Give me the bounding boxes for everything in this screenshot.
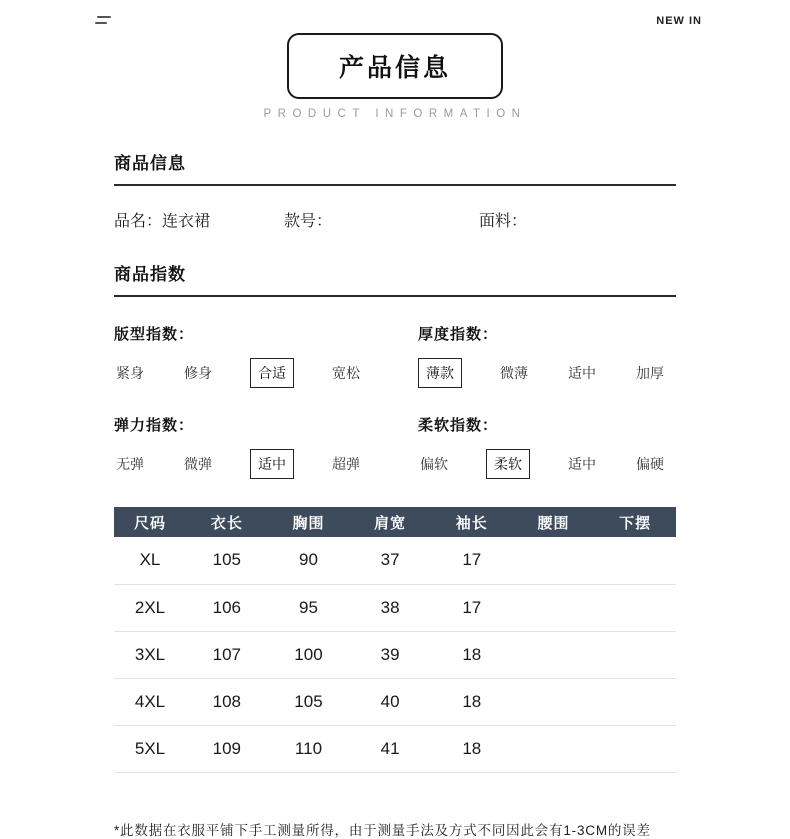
field-label: 款号：: [284, 213, 333, 230]
table-row: [114, 631, 676, 678]
option: 柔软: [486, 449, 530, 479]
field-value: 连衣裙: [162, 213, 211, 230]
table-cell: 108: [186, 678, 268, 725]
table-cell: XL: [114, 537, 186, 584]
options-row: [418, 358, 666, 388]
table-cell: 39: [349, 631, 431, 678]
table-cell: 106: [186, 584, 268, 631]
option-group-softness: [418, 414, 674, 479]
table-cell: [513, 725, 595, 772]
option: 适中: [568, 365, 596, 381]
table-row: [114, 537, 676, 584]
title-bubble: [287, 33, 503, 99]
table-cell: [594, 725, 676, 772]
option: 适中: [568, 456, 596, 472]
options-row: [114, 358, 362, 388]
table-cell: [594, 678, 676, 725]
page-title: 产品信息: [338, 54, 451, 82]
option-group-fit: [114, 323, 370, 388]
table-cell: 90: [268, 537, 350, 584]
table-row: [114, 678, 676, 725]
table-cell: 4XL: [114, 678, 186, 725]
measurement-disclaimer: *此数据在衣服平铺下手工测量所得，由于测量手法及方式不同因此会有1-3CM的误差: [114, 822, 651, 838]
product-fields: [114, 208, 676, 231]
table-cell: 95: [268, 584, 350, 631]
new-in-label: NEW IN: [656, 15, 702, 27]
section-product-info: 商品信息: [114, 149, 676, 186]
option: 偏软: [420, 456, 448, 472]
table-cell: [513, 631, 595, 678]
table-cell: 18: [431, 725, 513, 772]
table-cell: 105: [268, 678, 350, 725]
option: 紧身: [116, 365, 144, 381]
table-cell: [594, 631, 676, 678]
option-group-elasticity: [114, 414, 370, 479]
table-cell: 2XL: [114, 584, 186, 631]
option: 偏硬: [636, 456, 664, 472]
table-cell: 18: [431, 631, 513, 678]
table-cell: 5XL: [114, 725, 186, 772]
table-cell: 17: [431, 584, 513, 631]
table-row: [114, 584, 676, 631]
table-cell: [513, 537, 595, 584]
option: 微薄: [500, 365, 528, 381]
column-header-hem: 下摆: [594, 507, 676, 537]
table-cell: [594, 537, 676, 584]
section-product-index: 商品指数: [114, 260, 676, 297]
options-row: [114, 449, 362, 479]
option: 宽松: [332, 365, 360, 381]
content-area: [0, 149, 790, 839]
size-table: [114, 507, 676, 773]
table-cell: 109: [186, 725, 268, 772]
table-cell: 37: [349, 537, 431, 584]
column-header-bust: 胸围: [268, 507, 350, 537]
column-header-shoulder: 肩宽: [349, 507, 431, 537]
table-cell: 41: [349, 725, 431, 772]
column-header-waist: 腰围: [513, 507, 595, 537]
table-cell: 3XL: [114, 631, 186, 678]
table-cell: 110: [268, 725, 350, 772]
column-header-length: 衣长: [186, 507, 268, 537]
field-product-name: [114, 208, 284, 231]
table-header-row: [114, 507, 676, 537]
table-cell: 107: [186, 631, 268, 678]
table-cell: 38: [349, 584, 431, 631]
option-group-thickness: [418, 323, 674, 388]
group-label: 厚度指数：: [418, 326, 499, 343]
option: 微弹: [184, 456, 212, 472]
option: 无弹: [116, 456, 144, 472]
hamburger-menu-icon[interactable]: [95, 16, 111, 28]
option: 适中: [250, 449, 294, 479]
index-grid: [114, 323, 676, 479]
option: 合适: [250, 358, 294, 388]
option: 超弹: [332, 456, 360, 472]
table-cell: 105: [186, 537, 268, 584]
table-cell: [513, 678, 595, 725]
group-label: 柔软指数：: [418, 417, 499, 434]
group-label: 版型指数：: [114, 326, 195, 343]
table-cell: [513, 584, 595, 631]
table-cell: 40: [349, 678, 431, 725]
field-style-number: [284, 208, 479, 231]
field-fabric: [479, 208, 676, 231]
options-row: [418, 449, 666, 479]
option: 修身: [184, 365, 212, 381]
field-label: 品名：: [114, 213, 163, 230]
field-label: 面料：: [479, 213, 528, 230]
column-header-sleeve: 袖长: [431, 507, 513, 537]
table-cell: [594, 584, 676, 631]
table-cell: 17: [431, 537, 513, 584]
table-row: [114, 725, 676, 772]
table-cell: 100: [268, 631, 350, 678]
page-subtitle: PRODUCT INFORMATION: [263, 108, 527, 120]
table-cell: 18: [431, 678, 513, 725]
group-label: 弹力指数：: [114, 417, 195, 434]
option: 薄款: [418, 358, 462, 388]
column-header-size: 尺码: [114, 507, 186, 537]
option: 加厚: [636, 365, 664, 381]
